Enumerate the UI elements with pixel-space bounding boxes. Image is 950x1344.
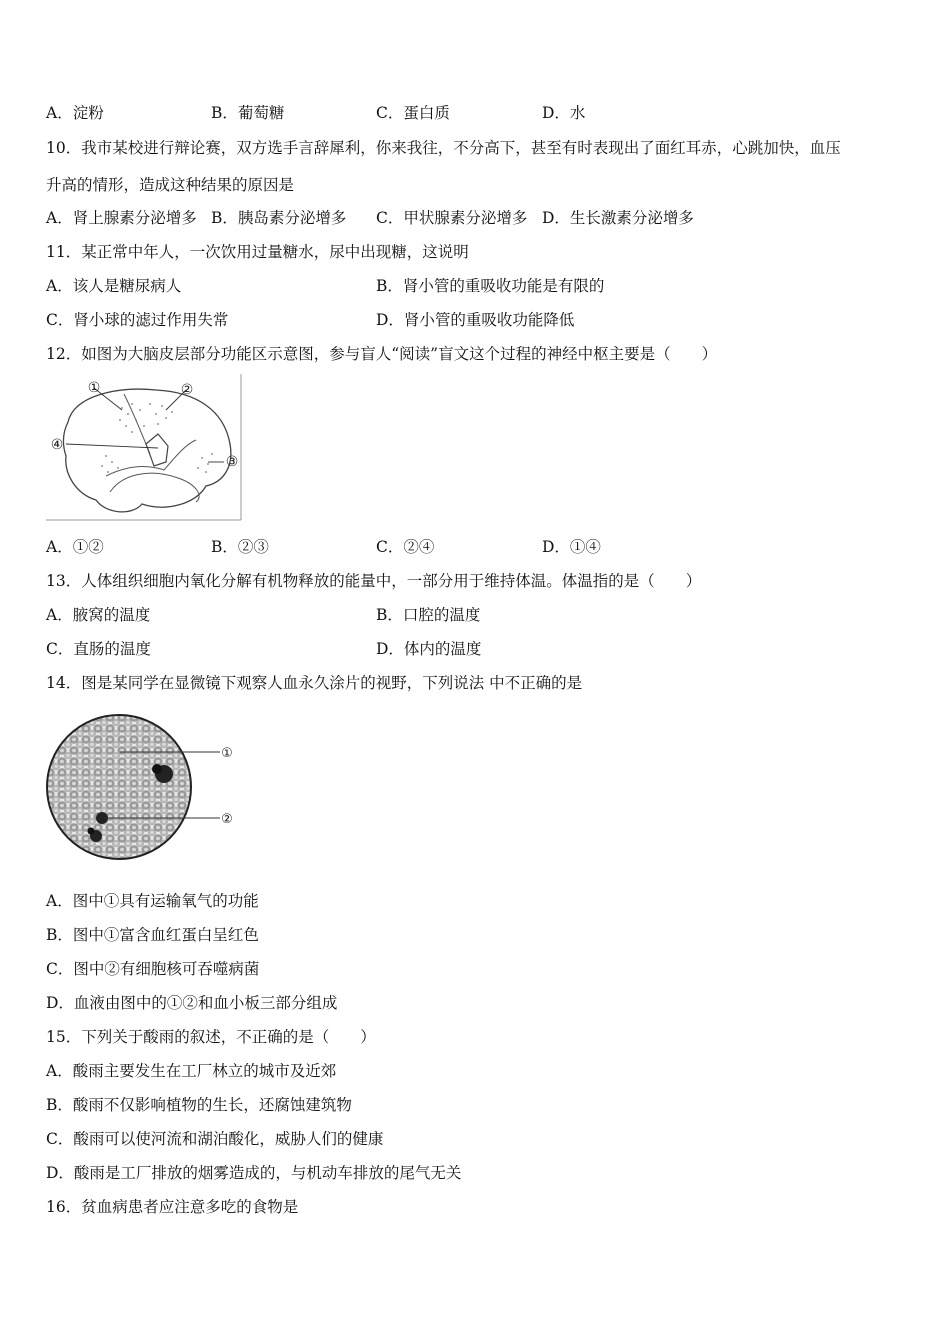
q13-option-c: C．直肠的温度 bbox=[46, 640, 151, 658]
brain-cortex-diagram bbox=[46, 374, 242, 522]
q14-option-c: C．图中②有细胞核可吞噬病菌 bbox=[46, 960, 260, 978]
q9-options bbox=[46, 101, 906, 123]
brain-label-1: ① bbox=[87, 380, 101, 396]
q16-stem: 16．贫血病患者应注意多吃的食物是 bbox=[46, 1198, 299, 1216]
q13-option-a: A．腋窝的温度 bbox=[46, 606, 151, 624]
brain-label-2: ② bbox=[180, 382, 194, 398]
q14-option-a: A．图中①具有运输氧气的功能 bbox=[46, 892, 259, 910]
q12-option-a: A．①② bbox=[46, 538, 104, 556]
q10-stem-line2: 升高的情形，造成这种结果的原因是 bbox=[46, 176, 295, 194]
q12-option-b: B．②③ bbox=[211, 538, 269, 556]
q9-option-a: A．淀粉 bbox=[46, 104, 104, 122]
q9-option-b: B．葡萄糖 bbox=[211, 104, 285, 122]
smear-label-1: ① bbox=[221, 746, 233, 761]
brain-label-3: ③ bbox=[225, 454, 239, 470]
q10-option-b: B．胰岛素分泌增多 bbox=[211, 209, 347, 227]
q13-stem: 13．人体组织细胞内氧化分解有机物释放的能量中，一部分用于维持体温。体温指的是（ ） bbox=[46, 572, 702, 590]
q10-stem-line1: 10．我市某校进行辩论赛，双方选手言辞犀利，你来我往，不分高下，甚至有时表现出了面红耳赤，心跳加快，血压 bbox=[46, 139, 841, 157]
q11-option-c: C．肾小球的滤过作用失常 bbox=[46, 311, 229, 329]
brain-label-4: ④ bbox=[50, 437, 64, 453]
q12-options bbox=[46, 535, 906, 557]
q11-option-a: A．该人是糖尿病人 bbox=[46, 277, 182, 295]
q12-stem: 12．如图为大脑皮层部分功能区示意图，参与盲人“阅读”盲文这个过程的神经中枢主要是（ ） bbox=[46, 345, 718, 363]
blood-smear-diagram bbox=[44, 712, 240, 862]
q15-stem: 15．下列关于酸雨的叙述，不正确的是（ ） bbox=[46, 1028, 376, 1046]
q15-option-b: B．酸雨不仅影响植物的生长，还腐蚀建筑物 bbox=[46, 1096, 352, 1114]
q15-option-c: C．酸雨可以使河流和湖泊酸化，威胁人们的健康 bbox=[46, 1130, 384, 1148]
q10-options bbox=[46, 206, 906, 228]
smear-label-2: ② bbox=[221, 812, 233, 827]
q13-option-d: D．体内的温度 bbox=[376, 640, 482, 658]
q11-stem: 11．某正常中年人，一次饮用过量糖水，尿中出现糖，这说明 bbox=[46, 243, 469, 261]
q13-options-row1 bbox=[46, 603, 906, 625]
q11-options-row2 bbox=[46, 308, 906, 330]
q14-option-b: B．图中①富含血红蛋白呈红色 bbox=[46, 926, 259, 944]
q14-option-d: D．血液由图中的①②和血小板三部分组成 bbox=[46, 994, 338, 1012]
q13-options-row2 bbox=[46, 637, 906, 659]
q10-option-d: D．生长激素分泌增多 bbox=[542, 209, 694, 227]
q9-option-c: C．蛋白质 bbox=[376, 104, 450, 122]
q14-stem: 14．图是某同学在显微镜下观察人血永久涂片的视野，下列说法 中不正确的是 bbox=[46, 674, 583, 692]
q12-option-d: D．①④ bbox=[542, 538, 601, 556]
q11-options-row1 bbox=[46, 274, 906, 296]
q10-option-a: A．肾上腺素分泌增多 bbox=[46, 209, 197, 227]
q15-option-d: D．酸雨是工厂排放的烟雾造成的，与机动车排放的尾气无关 bbox=[46, 1164, 462, 1182]
q11-option-b: B．肾小管的重吸收功能是有限的 bbox=[376, 277, 605, 295]
q10-option-c: C．甲状腺素分泌增多 bbox=[376, 209, 528, 227]
q12-option-c: C．②④ bbox=[376, 538, 435, 556]
q11-option-d: D．肾小管的重吸收功能降低 bbox=[376, 311, 575, 329]
q9-option-d: D．水 bbox=[542, 104, 586, 122]
q15-option-a: A．酸雨主要发生在工厂林立的城市及近郊 bbox=[46, 1062, 337, 1080]
q13-option-b: B．口腔的温度 bbox=[376, 606, 481, 624]
